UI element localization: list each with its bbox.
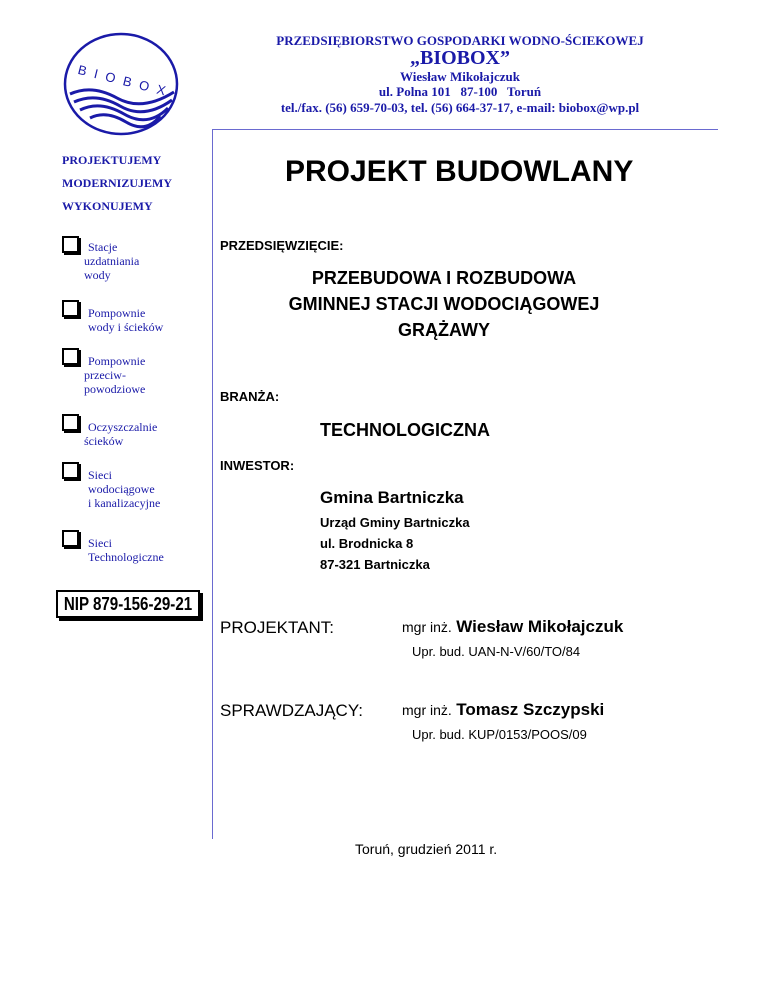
logo-text: BIOBOX	[76, 62, 175, 101]
sidebar-heading-modernize: MODERNIZUJEMY	[62, 176, 172, 190]
company-type: PRZEDSIĘBIORSTWO GOSPODARKI WODNO-ŚCIEKOWEJ	[276, 33, 644, 48]
service-line: ścieków	[84, 434, 124, 448]
designer-license: Upr. bud. UAN-N-V/60/TO/84	[412, 644, 581, 659]
checker-license: Upr. bud. KUP/0153/POOS/09	[412, 727, 587, 742]
place-date: Toruń, grudzień 2011 r.	[355, 841, 498, 857]
service-tech-networks	[88, 536, 164, 564]
company-address: ul. Polna 101 87-100 Toruń	[378, 84, 542, 99]
undertaking-line-3: GRĄŻAWY	[398, 320, 490, 340]
service-line: Stacje	[88, 240, 118, 254]
service-flood-pumping	[84, 354, 146, 396]
investor-label: INWESTOR:	[220, 458, 295, 473]
service-wastewater	[84, 420, 158, 448]
checker-title: mgr inż.	[402, 702, 452, 718]
undertaking-line-1: PRZEBUDOWA I ROZBUDOWA	[311, 268, 577, 288]
checkbox-icon	[62, 530, 79, 547]
service-line: i kanalizacyjne	[88, 496, 161, 510]
designer-label: PROJEKTANT:	[220, 618, 334, 637]
checkbox-icon	[62, 348, 79, 365]
page-title: PROJEKT BUDOWLANY	[285, 155, 634, 188]
service-line: Pompownie	[88, 354, 146, 368]
undertaking-line-2: GMINNEJ STACJI WODOCIĄGOWEJ	[288, 294, 600, 314]
service-line: przeciw-	[84, 368, 126, 382]
checkbox-icon	[62, 414, 79, 431]
checker-row	[402, 700, 604, 720]
checkbox-icon	[62, 300, 79, 317]
investor-street: ul. Brodnicka 8	[320, 536, 414, 551]
service-line: Oczyszczalnie	[88, 420, 158, 434]
designer-title: mgr inż.	[402, 619, 452, 635]
nip-box	[56, 590, 200, 618]
header-divider	[212, 129, 718, 130]
service-line: uzdatniania	[84, 254, 140, 268]
designer-row	[402, 617, 623, 637]
investor-office: Urząd Gminy Bartniczka	[320, 515, 470, 530]
designer-name: Wiesław Mikołajczuk	[456, 617, 624, 636]
owner-name: Wiesław Mikołajczuk	[399, 69, 520, 84]
checker-name: Tomasz Szczypski	[456, 700, 605, 719]
checkbox-icon	[62, 236, 79, 253]
service-line: Technologiczne	[88, 550, 164, 564]
service-line: Sieci	[88, 536, 112, 550]
investor-postal: 87-321 Bartniczka	[320, 557, 430, 572]
checker-label: SPRAWDZAJĄCY:	[220, 701, 363, 720]
checkbox-icon	[62, 462, 79, 479]
investor-name: Gmina Bartniczka	[320, 488, 464, 507]
service-stations	[84, 240, 140, 282]
service-pumping	[88, 306, 163, 334]
nip-number: NIP 879-156-29-21	[63, 594, 193, 614]
service-line: wody i ścieków	[88, 320, 164, 334]
branch-label: BRANŻA:	[220, 389, 280, 404]
service-networks	[88, 468, 160, 510]
service-line: powodziowe	[84, 382, 146, 396]
vertical-divider	[212, 129, 213, 839]
company-contact: tel./fax. (56) 659-70-03, tel. (56) 664-37-17, e-mail: biobox@wp.pl	[280, 100, 640, 115]
company-name: „BIOBOX”	[409, 47, 511, 69]
service-line: wodociągowe	[88, 482, 155, 496]
service-line: wody	[84, 268, 111, 282]
sidebar-heading-build: WYKONUJEMY	[62, 199, 153, 213]
service-line: Pompownie	[88, 306, 146, 320]
undertaking-label: PRZEDSIĘWZIĘCIE:	[220, 238, 344, 253]
branch-value: TECHNOLOGICZNA	[320, 420, 490, 440]
service-line: Sieci	[88, 468, 112, 482]
sidebar-heading-design: PROJEKTUJEMY	[62, 153, 162, 167]
